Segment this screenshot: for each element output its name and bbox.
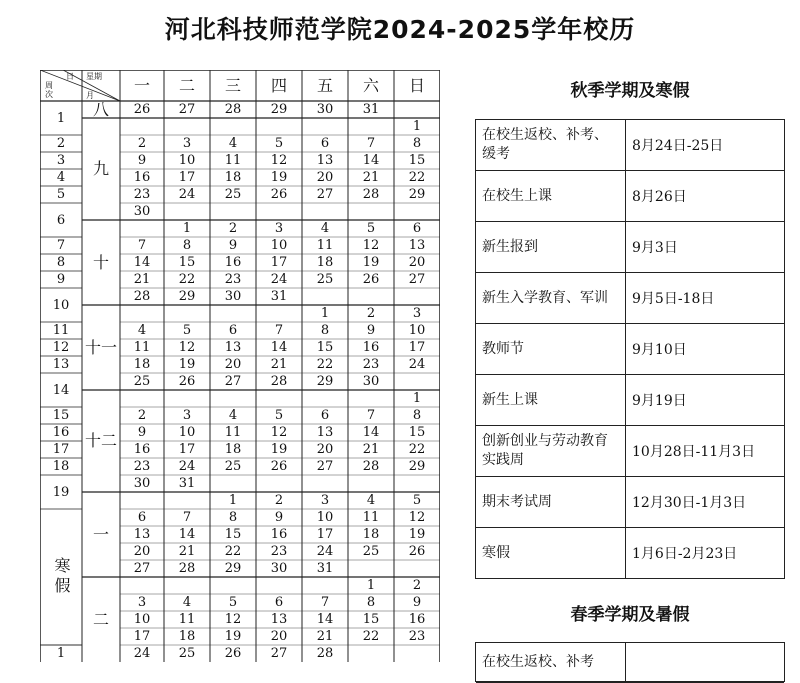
week-number: 15 [52, 408, 70, 423]
day-cell: 16 [270, 527, 288, 542]
day-cell: 23 [133, 187, 151, 202]
day-cell: 19 [270, 170, 288, 185]
day-cell: 24 [270, 272, 288, 287]
day-cell: 18 [178, 629, 196, 644]
day-cell: 10 [408, 323, 426, 338]
event-date: 12月30日-1月3日 [632, 495, 747, 511]
day-cell: 7 [366, 408, 376, 423]
day-cell: 19 [270, 442, 288, 457]
week-number: 1 [56, 110, 66, 126]
day-cell: 11 [362, 510, 380, 525]
event-date: 8月26日 [632, 189, 687, 205]
day-cell: 14 [178, 527, 196, 542]
day-cell: 16 [133, 170, 151, 185]
event-date: 9月5日-18日 [632, 291, 715, 307]
day-cell: 28 [133, 289, 151, 304]
day-cell: 10 [133, 612, 151, 627]
day-cell: 1 [182, 221, 192, 236]
day-cell: 29 [178, 289, 196, 304]
day-cell: 6 [228, 323, 238, 338]
event-date: 9月19日 [632, 393, 687, 409]
event-name: 期末考试周 [476, 477, 626, 527]
event-row [476, 171, 784, 222]
day-cell: 22 [178, 272, 196, 287]
day-cell: 29 [408, 187, 426, 202]
day-cell: 19 [178, 357, 196, 372]
day-cell: 24 [408, 357, 426, 372]
day-cell: 30 [133, 204, 151, 219]
day-cell: 15 [408, 425, 426, 440]
week-number: 7 [56, 238, 66, 253]
day-cell: 12 [270, 153, 288, 168]
day-cell: 7 [320, 595, 330, 610]
day-cell: 10 [178, 425, 196, 440]
month-label: 九 [92, 159, 109, 178]
day-cell: 6 [137, 510, 147, 525]
day-cell: 20 [224, 357, 242, 372]
day-cell: 31 [316, 561, 334, 576]
day-cell: 13 [408, 238, 426, 253]
event-row [476, 273, 784, 324]
day-cell: 31 [362, 102, 380, 117]
month-label: 八 [92, 99, 109, 119]
day-cell: 21 [133, 272, 151, 287]
autumn-section-title: 秋季学期及寒假 [570, 81, 690, 101]
day-cell: 3 [137, 595, 147, 610]
week-number: 16 [52, 425, 70, 440]
day-cell: 26 [178, 374, 196, 389]
week-number: 19 [52, 484, 70, 500]
day-cell: 24 [178, 459, 196, 474]
day-cell: 31 [270, 289, 288, 304]
event-row [476, 426, 784, 477]
day-cell: 5 [182, 323, 192, 338]
day-cell: 6 [320, 408, 330, 423]
day-cell: 16 [224, 255, 242, 270]
event-date: 9月3日 [632, 240, 678, 256]
day-cell: 28 [362, 459, 380, 474]
week-number: 10 [52, 297, 70, 313]
day-cell: 2 [137, 136, 147, 151]
day-cell: 27 [270, 646, 288, 661]
month-label: 十一 [84, 337, 117, 357]
day-cell: 27 [178, 102, 196, 117]
event-date [626, 643, 784, 682]
weekday-header: 四 [270, 75, 287, 95]
day-cell: 17 [178, 442, 196, 457]
day-cell: 10 [178, 153, 196, 168]
day-cell: 4 [137, 323, 147, 338]
event-name: 新生入学教育、军训 [476, 273, 626, 323]
day-cell: 7 [274, 323, 284, 338]
day-cell: 14 [316, 612, 334, 627]
day-cell: 24 [178, 187, 196, 202]
school-calendar-grid [40, 70, 440, 670]
day-cell: 12 [270, 425, 288, 440]
day-cell: 13 [316, 425, 334, 440]
day-cell: 1 [228, 493, 238, 508]
day-cell: 22 [224, 544, 242, 559]
week-number: 12 [52, 340, 70, 355]
day-cell: 17 [408, 340, 426, 355]
day-cell: 3 [412, 306, 422, 321]
day-cell: 4 [228, 136, 238, 151]
event-date: 10月28日-11月3日 [632, 444, 756, 460]
day-cell: 16 [133, 442, 151, 457]
day-cell: 18 [133, 357, 151, 372]
day-cell: 23 [270, 544, 288, 559]
event-row [476, 477, 784, 528]
day-cell: 5 [274, 136, 284, 151]
event-row [476, 375, 784, 426]
day-cell: 23 [224, 272, 242, 287]
month-label: 十 [92, 252, 109, 272]
day-cell: 25 [178, 646, 196, 661]
day-cell: 23 [408, 629, 426, 644]
day-cell: 3 [274, 221, 284, 236]
day-cell: 10 [316, 510, 334, 525]
day-cell: 7 [182, 510, 192, 525]
corner-label-day: 日 [66, 72, 74, 81]
month-label: 二 [92, 609, 109, 629]
day-cell: 20 [133, 544, 151, 559]
day-cell: 21 [362, 170, 380, 185]
day-cell: 22 [316, 357, 334, 372]
day-cell: 30 [224, 289, 242, 304]
day-cell: 9 [137, 425, 147, 440]
day-cell: 27 [224, 374, 242, 389]
event-name: 新生报到 [476, 222, 626, 272]
event-row [476, 528, 784, 579]
day-cell: 2 [228, 221, 238, 236]
weekday-header: 日 [408, 75, 425, 95]
day-cell: 1 [412, 119, 422, 134]
day-cell: 23 [133, 459, 151, 474]
day-cell: 7 [137, 238, 147, 253]
day-cell: 12 [362, 238, 380, 253]
day-cell: 18 [316, 255, 334, 270]
corner-label-week_a: 周 [45, 81, 53, 90]
day-cell: 19 [362, 255, 380, 270]
day-cell: 26 [408, 544, 426, 559]
day-cell: 9 [274, 510, 284, 525]
day-cell: 20 [316, 442, 334, 457]
day-cell: 17 [178, 170, 196, 185]
corner-label-month: 月 [86, 91, 94, 100]
day-cell: 28 [270, 374, 288, 389]
day-cell: 4 [366, 493, 376, 508]
day-cell: 29 [316, 374, 334, 389]
day-cell: 25 [316, 272, 334, 287]
weekday-header: 一 [133, 75, 150, 95]
day-cell: 28 [316, 646, 334, 661]
day-cell: 30 [362, 374, 380, 389]
day-cell: 11 [224, 425, 242, 440]
weekday-header: 二 [178, 75, 195, 95]
event-name: 在校生返校、补考、缓考 [476, 120, 626, 170]
week-number: 8 [56, 255, 66, 270]
day-cell: 29 [408, 459, 426, 474]
day-cell: 8 [412, 136, 422, 151]
day-cell: 21 [362, 442, 380, 457]
day-cell: 17 [316, 527, 334, 542]
day-cell: 24 [316, 544, 334, 559]
day-cell: 11 [316, 238, 334, 253]
day-cell: 6 [412, 221, 422, 236]
day-cell: 28 [224, 102, 242, 117]
day-cell: 26 [224, 646, 242, 661]
corner-label-weekday: 星期 [86, 72, 102, 81]
day-cell: 27 [133, 561, 151, 576]
day-cell: 11 [133, 340, 151, 355]
day-cell: 9 [412, 595, 422, 610]
day-cell: 19 [408, 527, 426, 542]
day-cell: 26 [133, 102, 151, 117]
day-cell: 29 [270, 102, 288, 117]
day-cell: 25 [224, 459, 242, 474]
day-cell: 24 [133, 646, 151, 661]
day-cell: 9 [228, 238, 238, 253]
day-cell: 26 [270, 187, 288, 202]
event-name: 教师节 [476, 324, 626, 374]
day-cell: 4 [182, 595, 192, 610]
day-cell: 2 [137, 408, 147, 423]
day-cell: 17 [270, 255, 288, 270]
day-cell: 15 [316, 340, 334, 355]
event-row [476, 643, 784, 683]
day-cell: 8 [320, 323, 330, 338]
day-cell: 19 [224, 629, 242, 644]
event-name: 在校生返校、补考 [476, 643, 626, 682]
week-number: 17 [52, 442, 70, 457]
day-cell: 26 [362, 272, 380, 287]
day-cell: 3 [182, 136, 192, 151]
day-cell: 15 [408, 153, 426, 168]
event-date: 1月6日-2月23日 [632, 546, 738, 562]
spring-section-title: 春季学期及暑假 [570, 605, 690, 625]
day-cell: 28 [362, 187, 380, 202]
day-cell: 23 [362, 357, 380, 372]
day-cell: 14 [362, 425, 380, 440]
day-cell: 21 [178, 544, 196, 559]
day-cell: 11 [224, 153, 242, 168]
day-cell: 30 [270, 561, 288, 576]
week-number: 4 [56, 170, 66, 185]
day-cell: 5 [274, 408, 284, 423]
day-cell: 17 [133, 629, 151, 644]
autumn-events-table [475, 119, 785, 579]
day-cell: 25 [362, 544, 380, 559]
day-cell: 27 [408, 272, 426, 287]
day-cell: 12 [408, 510, 426, 525]
day-cell: 3 [320, 493, 330, 508]
day-cell: 14 [270, 340, 288, 355]
day-cell: 11 [178, 612, 196, 627]
day-cell: 20 [316, 170, 334, 185]
event-name: 寒假 [476, 528, 626, 578]
day-cell: 30 [316, 102, 334, 117]
week-number: 11 [52, 323, 70, 338]
day-cell: 7 [366, 136, 376, 151]
event-name: 新生上课 [476, 375, 626, 425]
day-cell: 31 [178, 476, 196, 491]
day-cell: 2 [412, 578, 422, 593]
week-number: 3 [56, 153, 66, 168]
day-cell: 13 [316, 153, 334, 168]
day-cell: 13 [270, 612, 288, 627]
weekday-header: 三 [224, 75, 241, 95]
page-title: 河北科技师范学院2024-2025学年校历 [164, 15, 636, 44]
day-cell: 16 [408, 612, 426, 627]
day-cell: 15 [224, 527, 242, 542]
day-cell: 18 [224, 170, 242, 185]
day-cell: 27 [316, 187, 334, 202]
day-cell: 8 [412, 408, 422, 423]
day-cell: 10 [270, 238, 288, 253]
month-label: 一 [92, 524, 109, 544]
day-cell: 28 [178, 561, 196, 576]
day-cell: 21 [270, 357, 288, 372]
day-cell: 1 [366, 578, 376, 593]
event-name: 创新创业与劳动教育实践周 [476, 426, 626, 476]
day-cell: 13 [224, 340, 242, 355]
day-cell: 2 [366, 306, 376, 321]
day-cell: 1 [320, 306, 330, 321]
day-cell: 8 [182, 238, 192, 253]
day-cell: 1 [412, 391, 422, 406]
day-cell: 5 [366, 221, 376, 236]
week-number: 6 [56, 212, 66, 228]
week-number: 13 [52, 357, 70, 372]
day-cell: 8 [228, 510, 238, 525]
week-number: 2 [56, 136, 66, 151]
day-cell: 29 [224, 561, 242, 576]
day-cell: 18 [362, 527, 380, 542]
day-cell: 14 [133, 255, 151, 270]
event-date: 9月10日 [632, 342, 687, 358]
day-cell: 26 [270, 459, 288, 474]
week-number: 14 [52, 382, 70, 398]
event-row [476, 222, 784, 273]
month-label: 十二 [84, 431, 117, 450]
day-cell: 15 [362, 612, 380, 627]
day-cell: 5 [228, 595, 238, 610]
week-number: 9 [56, 272, 66, 287]
spring-events-table [475, 642, 785, 682]
day-cell: 3 [182, 408, 192, 423]
week-number: 1 [56, 646, 66, 661]
day-cell: 21 [316, 629, 334, 644]
weekday-header: 五 [316, 75, 333, 95]
day-cell: 14 [362, 153, 380, 168]
event-row [476, 324, 784, 375]
event-row [476, 120, 784, 171]
day-cell: 2 [274, 493, 284, 508]
weekday-header: 六 [362, 75, 379, 95]
day-cell: 6 [274, 595, 284, 610]
day-cell: 22 [362, 629, 380, 644]
day-cell: 15 [178, 255, 196, 270]
day-cell: 9 [137, 153, 147, 168]
week-number: 5 [56, 187, 66, 202]
day-cell: 9 [366, 323, 376, 338]
day-cell: 18 [224, 442, 242, 457]
corner-label-week_b: 次 [45, 90, 53, 99]
winter-vacation-label: 寒假 [52, 557, 71, 597]
day-cell: 6 [320, 136, 330, 151]
event-date: 8月24日-25日 [632, 138, 724, 154]
day-cell: 12 [224, 612, 242, 627]
day-cell: 25 [133, 374, 151, 389]
day-cell: 25 [224, 187, 242, 202]
day-cell: 5 [412, 493, 422, 508]
day-cell: 4 [228, 408, 238, 423]
day-cell: 22 [408, 170, 426, 185]
event-name: 在校生上课 [476, 171, 626, 221]
day-cell: 30 [133, 476, 151, 491]
day-cell: 13 [133, 527, 151, 542]
day-cell: 22 [408, 442, 426, 457]
day-cell: 20 [270, 629, 288, 644]
day-cell: 16 [362, 340, 380, 355]
week-number: 18 [52, 459, 70, 474]
day-cell: 8 [366, 595, 376, 610]
day-cell: 20 [408, 255, 426, 270]
day-cell: 4 [320, 221, 330, 236]
day-cell: 12 [178, 340, 196, 355]
day-cell: 27 [316, 459, 334, 474]
